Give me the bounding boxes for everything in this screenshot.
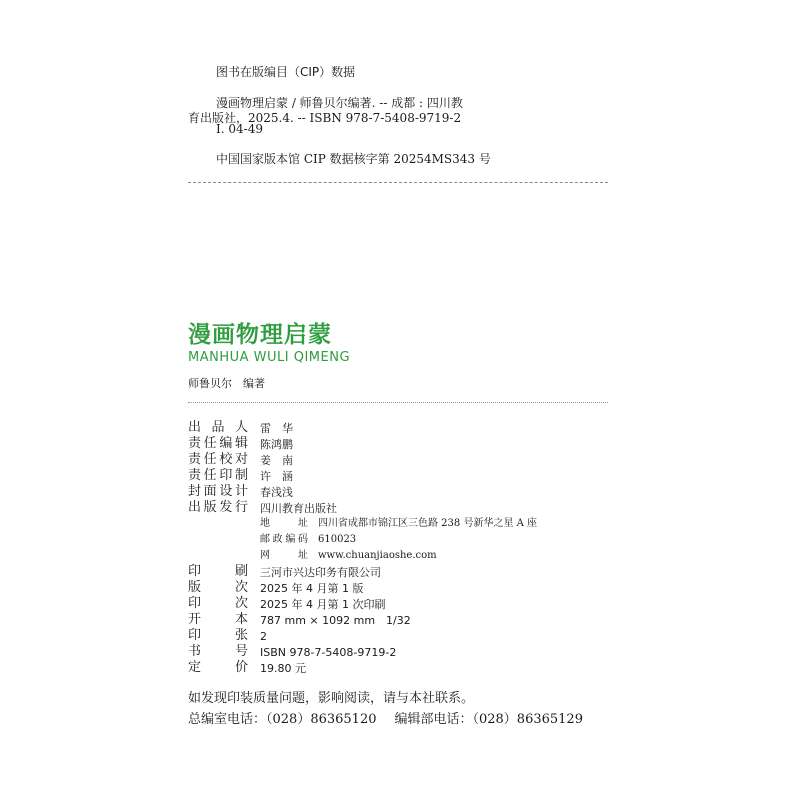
proofreader-value: 姜 南 — [260, 454, 293, 467]
dashed-divider — [188, 182, 608, 183]
chief-office-phone: 总编室电话：（028）86365120 — [188, 712, 377, 727]
cip-line: 漫画物理启蒙 / 师鲁贝尔编著. -- 成都 : 四川教 — [216, 96, 463, 110]
sheets-value: 2 — [260, 630, 267, 643]
edition-label: 版次 — [188, 580, 248, 595]
editorial-office-phone: 编辑部电话：（028）86365129 — [394, 712, 583, 727]
publisher-rep-value: 雷 华 — [260, 422, 293, 435]
cover-design-label: 封面设计 — [188, 484, 248, 499]
book-title: 漫画物理启蒙 — [188, 321, 332, 348]
website-value: www.chuanjiaoshe.com — [318, 550, 437, 561]
format-label: 开本 — [188, 612, 248, 627]
website-label: 网 址 — [260, 550, 308, 561]
distributor-label: 出版发行 — [188, 500, 248, 515]
address-value: 四川省成都市锦江区三色路 238 号新华之星 A 座 — [318, 518, 538, 529]
quality-notice: 如发现印装质量问题，影响阅读，请与本社联系。 — [188, 691, 475, 706]
book-author: 师鲁贝尔 编著 — [188, 377, 265, 390]
isbn-value: ISBN 978-7-5408-9719-2 — [260, 646, 397, 659]
print-supervisor-label: 责任印制 — [188, 468, 248, 483]
postal-code-value: 610023 — [318, 534, 357, 545]
editor-label: 责任编辑 — [188, 436, 248, 451]
publisher-rep-label: 出品人 — [188, 420, 248, 435]
proofreader-label: 责任校对 — [188, 452, 248, 467]
print-supervisor-value: 许 涵 — [260, 470, 293, 483]
sheets-label: 印张 — [188, 628, 248, 643]
distributor-value: 四川教育出版社 — [260, 502, 337, 515]
postal-code-label: 邮政编码 — [260, 534, 308, 545]
impression-label: 印次 — [188, 596, 248, 611]
printer-value: 三河市兴达印务有限公司 — [260, 566, 381, 579]
cip-line: 育出版社，2025.4. -- ISBN 978-7-5408-9719-2 — [188, 111, 462, 125]
cover-design-value: 春浅浅 — [260, 486, 293, 499]
format-value: 787 mm × 1092 mm 1/32 — [260, 614, 411, 627]
cip-line: Ⅰ. 04-49 — [216, 122, 263, 136]
edition-value: 2025 年 4 月第 1 版 — [260, 582, 364, 595]
contact-phones — [188, 708, 583, 727]
price-label: 定价 — [188, 660, 248, 675]
address-label: 地 址 — [260, 518, 308, 529]
impression-value: 2025 年 4 月第 1 次印刷 — [260, 598, 386, 611]
cip-data-number: 中国国家版本馆 CIP 数据核字第 20254MS343 号 — [216, 152, 491, 166]
printer-label: 印刷 — [188, 564, 248, 579]
editor-value: 陈鸿鹏 — [260, 438, 293, 451]
dotted-divider — [188, 402, 608, 403]
cip-heading: 图书在版编目（CIP）数据 — [216, 65, 356, 79]
book-pinyin-title: MANHUA WULI QIMENG — [188, 350, 351, 365]
isbn-label: 书号 — [188, 644, 248, 659]
price-value: 19.80 元 — [260, 662, 306, 675]
